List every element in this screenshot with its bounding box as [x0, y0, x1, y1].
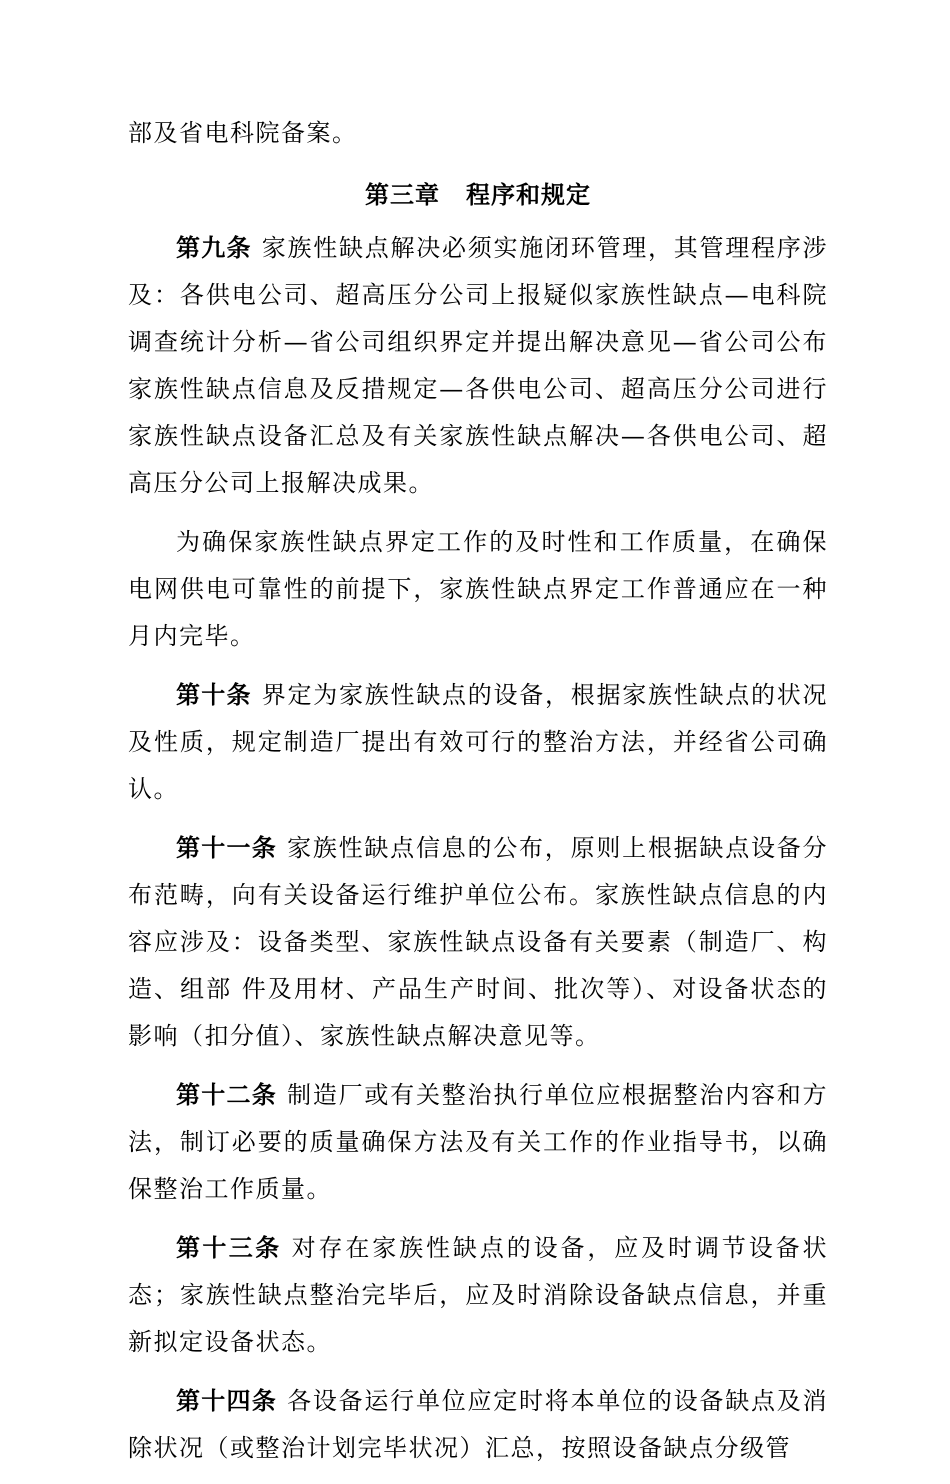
article-13-text: 对存在家族性缺点的设备，应及时调节设备状态；家族性缺点整治完毕后，应及时消除设备缺点信息，并重新拟定设备状态。 [128, 1234, 829, 1356]
article-11-text: 家族性缺点信息的公布，原则上根据缺点设备分布范畴，向有关设备运行维护单位公布。家族性缺点信息的内容应涉及：设备类型、家族性缺点设备有关要素（制造厂、构造、组部 件及用材、产品生产时间、批次等）、对设备状态的影响（扣分值）、家族性缺点解决意见等。 [128, 834, 829, 1050]
chapter-title: 程序和规定 [466, 181, 591, 209]
document-body [128, 110, 828, 1484]
article-12-text: 制造厂或有关整治执行单位应根据整治内容和方法，制订必要的质量确保方法及有关工作的作业指导书，以确保整治工作质量。 [128, 1081, 829, 1203]
chapter-number: 第三章 [365, 181, 440, 209]
article-9-text: 家族性缺点解决必须实施闭环管理，其管理程序涉及：各供电公司、超高压分公司上报疑似家族性缺点—电科院调查统计分析—省公司组织界定并提出解决意见—省公司公布家族性缺点信息及反措规定—各供电公司、超高压分公司进行家族性缺点设备汇总及有关家族性缺点解决—各供电公司、超高压分公司上报解决成果。 [128, 234, 828, 497]
article-11-label: 第十一条 [176, 834, 278, 862]
article-14-paragraph [128, 1378, 828, 1472]
article-11-paragraph [128, 825, 828, 1060]
chapter-heading [128, 169, 828, 221]
article-10-paragraph [128, 672, 828, 813]
article-14-text: 各设备运行单位应定时将本单位的设备缺点及消除状况（或整治计划完毕状况）汇总，按照设备缺点分级管 [128, 1387, 829, 1462]
article-9-paragraph [128, 225, 828, 507]
article-10-label: 第十条 [176, 681, 252, 709]
article-12-paragraph [128, 1072, 828, 1213]
article-14-label: 第十四条 [176, 1387, 278, 1415]
article-12-label: 第十二条 [176, 1081, 278, 1109]
article-10-text: 界定为家族性缺点的设备，根据家族性缺点的状况及性质，规定制造厂提出有效可行的整治方法，并经省公司确认。 [128, 681, 828, 803]
article-9-supplement-paragraph [128, 519, 828, 660]
article-13-paragraph [128, 1225, 828, 1366]
article-9-supplement-text: 为确保家族性缺点界定工作的及时性和工作质量，在确保电网供电可靠性的前提下，家族性缺点界定工作普通应在一种月内完毕。 [128, 528, 828, 650]
article-9-label: 第九条 [176, 234, 252, 262]
article-13-label: 第十三条 [176, 1234, 282, 1262]
intro-fragment: 部及省电科院备案。 [128, 119, 358, 147]
